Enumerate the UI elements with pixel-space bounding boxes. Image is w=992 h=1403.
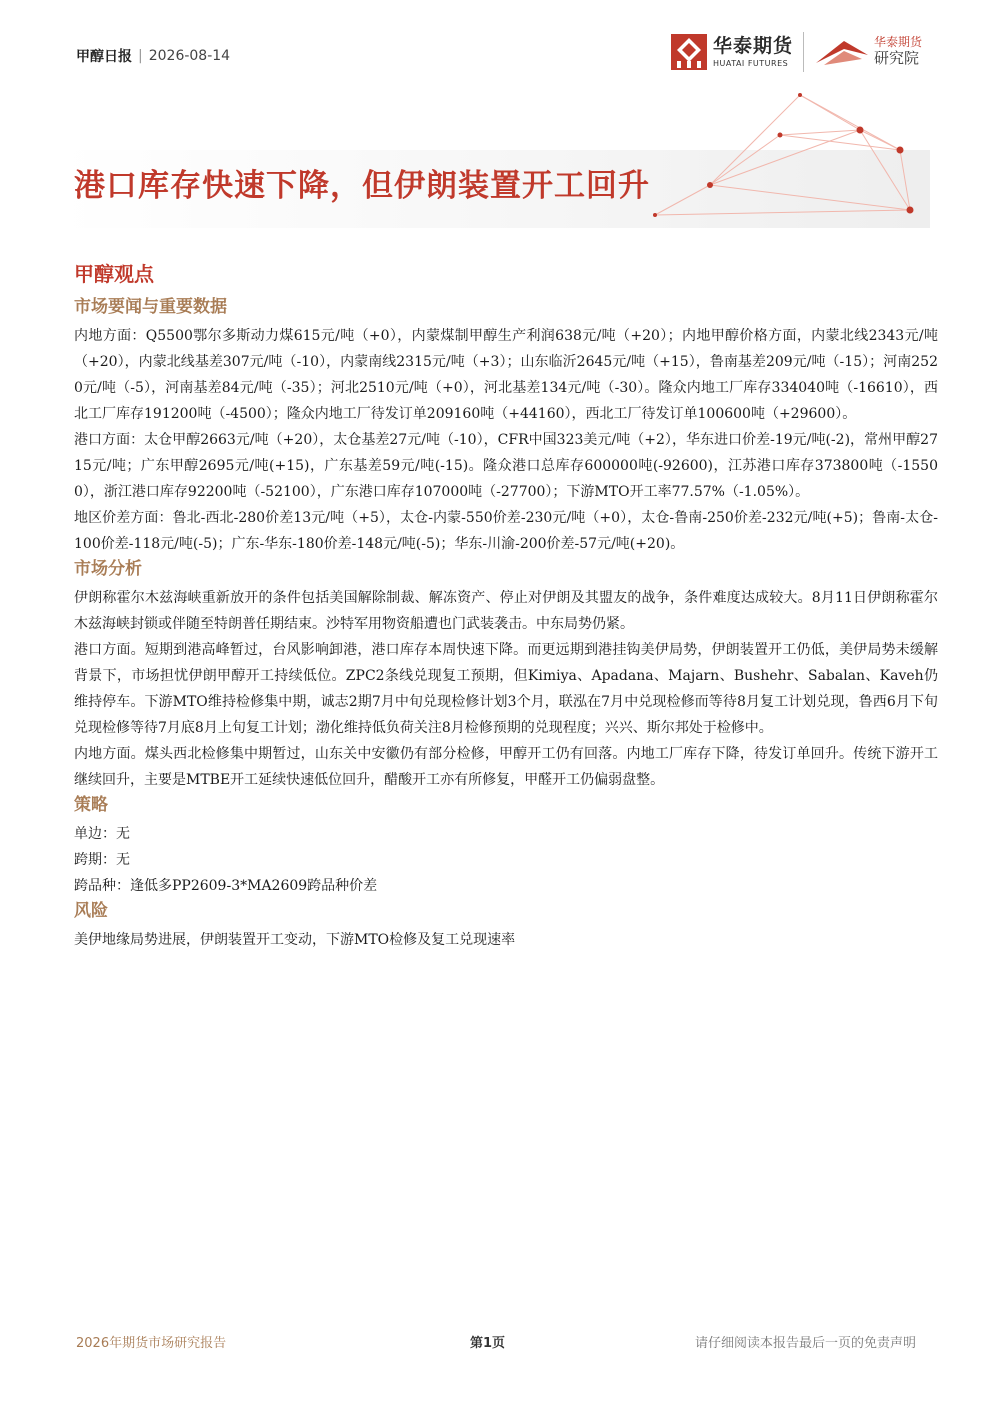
analysis-inland: 内地方面。煤头西北检修集中期暂过，山东关中安徽仍有部分检修，甲醇开工仍有回落。内地工厂库存下降，待发订单回升。传统下游开工继续回升，主要是MTBE开工延续快速低位回升，醋酸开工亦有所修复，甲醛开工仍偏弱盘整。	[74, 746, 938, 788]
institute-wing-icon	[814, 37, 870, 67]
huatai-logo	[671, 34, 793, 70]
page-footer	[76, 1332, 916, 1356]
risk-heading: 风险	[74, 901, 108, 921]
logo-name-en: HUATAI FUTURES	[712, 58, 789, 68]
logo-divider	[803, 32, 804, 72]
institute-logo	[814, 36, 922, 67]
analysis-heading: 市场分析	[74, 559, 142, 579]
logo-area	[671, 32, 922, 72]
institute-line1: 华泰期货	[873, 35, 922, 50]
analysis-geopolitics: 伊朗称霍尔木兹海峡重新放开的条件包括美国解除制裁、解冻资产、停止对伊朗及其盟友的战争，条件难度达成较大。8月11日伊朗称霍尔木兹海峡封锁或伴随至特朗普任期结束。沙特军用物资船遭也门武装袭击。中东局势仍紧。	[74, 590, 938, 632]
section-main-heading: 甲醇观点	[74, 262, 154, 286]
huatai-logo-icon	[671, 34, 707, 70]
report-category: 甲醇日报	[76, 49, 132, 65]
strategy-heading: 策略	[74, 795, 108, 815]
report-header	[76, 46, 230, 66]
analysis-port: 港口方面。短期到港高峰暂过，台风影响卸港，港口库存本周快速下降。而更远期到港挂钩美伊局势，伊朗装置开工仍低，美伊局势未缓解背景下，市场担忧伊朗甲醇开工持续低位。ZPC2条线兑现复工预期，但Kimiya、Apadana、Majarn、Bushehr、Sabalan、Kaveh仍维持停车。下游MTO维持检修集中期，诚志2期7月中旬兑现检修计划3个月，联泓在7月中兑现检修而等待8月复工计划兑现，鲁西6月下旬兑现检修等待7月底8月上旬复工计划；渤化维持低负荷关注8月检修预期的兑现程度；兴兴、斯尔邦处于检修中。	[74, 642, 938, 736]
market-news-port: 港口方面：太仓甲醇2663元/吨（+20），太仓基差27元/吨（-10），CFR中国323美元/吨（+2），华东进口价差-19元/吨(-2)，常州甲醇2715元/吨；广东甲醇2695元/吨(+15)，广东基差59元/吨(-15)。隆众港口总库存600000吨(-92600)，江苏港口库存373800吨（-15500），浙江港口库存92200吨（-52100），广东港口库存107000吨（-27700）；下游MTO开工率77.57%（-1.05%）。	[74, 432, 938, 500]
page-number: 第1页	[470, 1336, 506, 1351]
risk-text: 美伊地缘局势进展，伊朗装置开工变动，下游MTO检修及复工兑现速率	[74, 932, 516, 948]
disclaimer-note: 请仔细阅读本报告最后一页的免责声明	[694, 1336, 916, 1351]
strategy-single: 单边：无	[74, 826, 130, 842]
report-body	[74, 258, 938, 953]
institute-line2: 研究院	[873, 49, 919, 68]
logo-name-cn: 华泰期货	[712, 34, 793, 57]
strategy-calendar: 跨期：无	[74, 852, 130, 868]
footer-report-name: 2026年期货市场研究报告	[76, 1336, 227, 1351]
header-separator: |	[138, 48, 143, 64]
report-date: 2026-08-14	[148, 48, 231, 64]
page-title: 港口库存快速下降，但伊朗装置开工回升	[74, 168, 650, 204]
market-news-inland: 内地方面：Q5500鄂尔多斯动力煤615元/吨（+0），内蒙煤制甲醇生产利润638元/吨（+20）；内地甲醇价格方面，内蒙北线2343元/吨（+20），内蒙北线基差307元/吨（-10），内蒙南线2315元/吨（+3）；山东临沂2645元/吨（+15），鲁南基差209元/吨（-15）；河南2520元/吨（-5），河南基差84元/吨（-35）；河北2510元/吨（+0），河北基差134元/吨（-30）。隆众内地工厂库存334040吨（-16610），西北工厂库存191200吨（-4500）；隆众内地工厂待发订单209160吨（+44160），西北工厂待发订单100600吨（+29600）。	[74, 328, 938, 422]
strategy-cross: 跨品种：逢低多PP2609-3*MA2609跨品种价差	[74, 878, 378, 894]
market-news-heading: 市场要闻与重要数据	[74, 297, 227, 317]
market-news-spread: 地区价差方面：鲁北-西北-280价差13元/吨（+5），太仓-内蒙-550价差-230元/吨（+0），太仓-鲁南-250价差-232元/吨(+5)；鲁南-太仓-100价差-118元/吨(-5)；广东-华东-180价差-148元/吨(-5)；华东-川渝-200价差-57元/吨(+20)。	[74, 510, 938, 552]
